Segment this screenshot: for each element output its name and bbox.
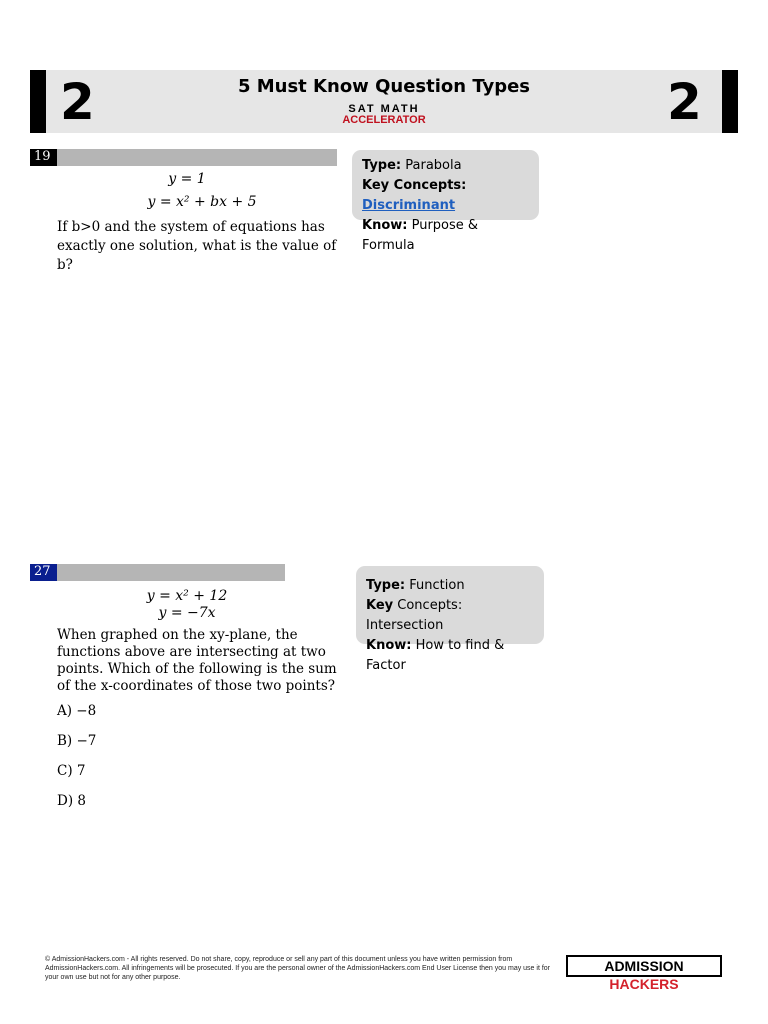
admission-hackers-logo [566, 955, 722, 992]
question-19-bar [57, 149, 337, 166]
answer-choice-d[interactable]: D) 8 [57, 793, 86, 809]
question-27-number: 27 [30, 564, 57, 581]
info-type-value: Parabola [405, 158, 462, 173]
answer-choice-c[interactable]: C) 7 [57, 763, 86, 779]
question-19-number: 19 [30, 149, 57, 166]
question-27-equation-2: y = −7x [158, 605, 216, 621]
page-subtitle-accelerator: ACCELERATOR [342, 114, 426, 126]
info-know-value: How to find & Factor [366, 638, 505, 673]
header-right-number: 2 [667, 73, 702, 131]
page-subtitle: SAT MATH [348, 103, 420, 115]
info-concepts-label: Key [366, 598, 394, 613]
question-19-equation-1: y = 1 [168, 171, 206, 187]
question-19-info-box [352, 150, 539, 253]
info-know-row [362, 216, 529, 256]
info-know-label: Know: [366, 638, 412, 653]
question-19-equation-2: y = x² + bx + 5 [147, 194, 257, 210]
info-know-value: Purpose & Formula [362, 218, 479, 253]
info-know-label: Know: [362, 218, 408, 233]
info-concepts-row [362, 176, 529, 216]
info-type-value: Function [409, 578, 465, 593]
header-left-bar [30, 70, 46, 133]
info-concepts-value: Concepts: Intersection [366, 598, 463, 633]
logo-text-admission: ADMISSION [604, 958, 684, 974]
question-27-text: When graphed on the xy-plane, the functions above are intersecting at two points. Which of the following is the sum of the x-coordinates of those two points? [57, 627, 337, 694]
footer-copyright: © AdmissionHackers.com - All rights reserved. Do not share, copy, reproduce or sell any part of this document unless you have written permission from AdmissionHackers.com. All infringements will be prosecuted. If you are the personal owner of the AdmissionHackers.com End User License then you may use it for your own use but not for any other purpose. [45, 956, 551, 981]
info-concepts-row [366, 596, 534, 636]
discriminant-link[interactable]: Discriminant [362, 198, 456, 213]
question-27-equation-1: y = x² + 12 [146, 588, 228, 604]
info-type-label: Type: [366, 578, 406, 593]
header-left-number: 2 [60, 73, 95, 131]
info-type-row [362, 156, 529, 176]
question-19-text: If b>0 and the system of equations has exactly one solution, what is the value of b? [57, 219, 337, 273]
info-know-row [366, 636, 534, 676]
question-27-bar [57, 564, 285, 581]
page-title: 5 Must Know Question Types [237, 76, 531, 97]
header-right-bar [722, 70, 738, 133]
question-27-info-box [356, 566, 544, 673]
answer-choice-b[interactable]: B) −7 [57, 733, 97, 749]
logo-text-hackers: HACKERS [609, 976, 679, 992]
info-type-row [366, 576, 534, 596]
info-concepts-label: Key Concepts: [362, 178, 467, 193]
answer-choice-a[interactable]: A) −8 [57, 703, 97, 719]
info-type-label: Type: [362, 158, 402, 173]
